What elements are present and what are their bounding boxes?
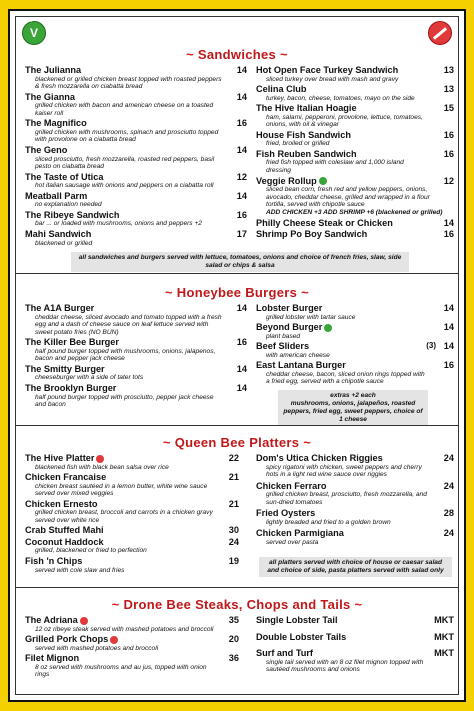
menu-item — [256, 218, 454, 229]
item-description: spicy rigatoni with chicken, sweet peppers and cherry hots in a light red wine sauce over riggies — [266, 463, 422, 479]
item-description: sliced prosciutto, fresh mozzarella, roasted red peppers, basil pesto on ciabatta bread — [35, 155, 215, 171]
item-name: The Julianna — [25, 65, 82, 75]
item-name: The Killer Bee Burger — [25, 337, 119, 348]
menu-item — [25, 653, 239, 679]
menu-item — [256, 360, 454, 386]
menu-item — [25, 337, 247, 363]
item-description: served with mashed potatoes and broccoli — [35, 644, 159, 652]
menu-item — [256, 103, 454, 129]
section-title-platters: ~ Queen Bee Platters ~ — [162, 435, 312, 450]
item-price: 14 — [236, 363, 247, 374]
item-name: Fried Oysters — [256, 508, 316, 519]
item-price: MKT — [434, 615, 454, 625]
menu-item — [25, 499, 239, 525]
item-price: 30 — [228, 525, 239, 536]
vegetarian-icon — [319, 177, 327, 185]
menu-item — [256, 176, 454, 217]
section-title-burgers: ~ Honeybee Burgers ~ — [164, 285, 309, 300]
item-description: blackened or grilled chicken breast topped with roasted peppers & fresh mozzarella on ciabatta bread — [35, 75, 222, 91]
item-price: 21 — [228, 498, 239, 509]
item-name: Coconut Haddock — [25, 536, 104, 547]
item-price: 16 — [443, 360, 454, 371]
item-price: 16 — [443, 129, 454, 140]
item-price: 19 — [228, 556, 239, 567]
menu-item — [256, 481, 454, 507]
menu-item — [25, 453, 239, 471]
item-description: hot italian sausage with onions and peppers on a ciabatta roll — [35, 182, 214, 190]
item-description: bar ... or loaded with mushrooms, onions and peppers +2 — [35, 220, 202, 228]
item-name: Chicken Ernesto — [25, 498, 98, 509]
item-name: House Fish Sandwich — [256, 129, 351, 140]
item-name: The Taste of Utica — [25, 171, 104, 182]
item-price: 14 — [236, 303, 247, 313]
item-price: 13 — [443, 65, 454, 75]
menu-item — [25, 172, 247, 190]
menu-item — [25, 364, 247, 382]
menu-item — [256, 508, 454, 526]
item-name: Fish Reuben Sandwich — [256, 148, 357, 159]
menu-item — [25, 229, 247, 247]
menu-item — [256, 84, 454, 102]
item-name: Chicken Francaise — [25, 472, 107, 483]
vegetarian-icon — [324, 324, 332, 332]
gluten-free-icon — [96, 455, 104, 463]
gluten-free-icon — [110, 636, 118, 644]
item-description: served with cole slaw and fries — [35, 566, 125, 574]
item-name: The Brooklyn Burger — [25, 383, 117, 394]
item-description: served over pasta — [266, 538, 319, 546]
item-description: grilled chicken breast, broccoli and carrots in a chicken gravy served over white rice — [35, 509, 213, 524]
item-price: 36 — [228, 653, 239, 664]
item-name: The Adriana — [25, 615, 239, 626]
menu-inner-frame — [15, 16, 459, 695]
item-price: 13 — [443, 84, 454, 95]
item-price: 14 — [236, 65, 247, 75]
menu-item — [25, 118, 247, 144]
item-name: Beyond Burger — [256, 322, 454, 333]
item-price: 24 — [443, 480, 454, 491]
menu-item — [256, 615, 454, 626]
item-price: 14 — [236, 145, 247, 156]
item-name: Chicken Ferraro — [256, 480, 327, 491]
item-name: Celina Club — [256, 84, 307, 95]
item-price: 16 — [236, 337, 247, 348]
item-name: East Lantana Burger — [256, 360, 346, 371]
item-name: Beef Sliders — [256, 341, 310, 352]
menu-item — [256, 322, 454, 340]
menu-item — [256, 130, 454, 148]
platters-note: all platters served with choice of house or caesar salad and choice of side, pasta platters served with salad only — [259, 557, 452, 577]
item-name: Chicken Parmigiana — [256, 528, 344, 539]
section-title-sandwiches: ~ Sandwiches ~ — [186, 47, 288, 62]
item-price: 20 — [228, 634, 239, 645]
item-price: 14 — [443, 303, 454, 313]
item-description: cheddar cheese, sliced avocado and tomato topped with a fresh egg and a dash of cheese sauce on leaf lettuce served with sweet potato fries (NO BUN) — [35, 313, 222, 336]
item-price: 21 — [228, 472, 239, 483]
item-name: The Smitty Burger — [25, 363, 105, 374]
menu-item — [256, 632, 454, 643]
item-price: 14 — [443, 341, 454, 352]
item-price: 16 — [443, 229, 454, 240]
item-price: 12 — [236, 171, 247, 182]
item-description: half pound burger topped with prosciutto, pepper jack cheese and bacon — [35, 393, 214, 409]
sandwiches-note: all sandwiches and burgers served with lettuce, tomatoes, onions and choice of french fries, slaw, side salad or chips & salsa — [71, 252, 409, 272]
item-price: 14 — [443, 217, 454, 228]
item-description: lightly breaded and fried to a golden brown — [266, 518, 391, 526]
item-price: 17 — [236, 229, 247, 240]
menu-item — [256, 528, 454, 546]
menu-item — [256, 453, 454, 479]
item-description: blackened or grilled — [35, 239, 93, 247]
item-description: cheddar cheese, bacon, sliced onion rings topped with a fried egg, served with a chipotle sauce — [266, 370, 425, 386]
item-price: 14 — [236, 91, 247, 102]
item-description: grilled chicken with mushrooms, spinach and prosciutto topped with provolone on a ciabatta bread — [35, 128, 219, 144]
item-price: 16 — [236, 118, 247, 129]
item-description: fried, broiled or grilled — [266, 140, 330, 148]
item-description: 12 oz ribeye steak served with mashed potatoes and broccoli — [35, 625, 214, 633]
item-price: 14 — [443, 322, 454, 333]
item-description: single tail served with an 8 oz filet mignon topped with sautéed mushrooms and onions — [266, 658, 424, 674]
menu-item — [256, 303, 454, 321]
steaks-right-column — [256, 615, 454, 680]
item-description: grilled chicken with bacon and american cheese on a toasted kaiser roll — [35, 102, 214, 117]
sandwiches-left-column — [25, 65, 247, 248]
item-price: 24 — [443, 528, 454, 539]
menu-item — [256, 149, 454, 175]
item-description: fried fish topped with coleslaw and 1,000 island dressing — [266, 159, 404, 175]
platters-right-column — [256, 453, 454, 549]
item-quantity: (3) — [426, 341, 436, 351]
menu-item — [25, 556, 239, 574]
menu-item — [25, 472, 239, 498]
item-description: blackened fish with black bean salsa over rice — [35, 463, 169, 471]
item-name: Grilled Pork Chops — [25, 634, 239, 645]
item-name: Lobster Burger — [256, 303, 323, 313]
item-price: MKT — [434, 631, 454, 642]
menu-item — [25, 634, 239, 652]
item-name: Fish 'n Chips — [25, 556, 83, 567]
item-name: The Hive Italian Hoagie — [256, 103, 357, 114]
item-description: plant based — [266, 332, 301, 340]
divider — [16, 273, 458, 274]
item-price: 14 — [236, 383, 247, 394]
burgers-extras-box: extras +2 each mushrooms, onions, jalapeños, roasted peppers, fried egg, sweet peppers, choice of 1 cheese — [278, 390, 428, 426]
item-name: Mahi Sandwich — [25, 229, 92, 240]
menu-item — [256, 341, 454, 359]
item-price: 15 — [443, 103, 454, 114]
menu-item — [256, 229, 454, 240]
menu-item — [25, 537, 239, 555]
menu-page — [8, 9, 466, 702]
menu-item — [256, 648, 454, 674]
item-price: 35 — [228, 615, 239, 625]
item-description: no explanation needed — [35, 201, 102, 209]
item-name: The Gianna — [25, 91, 76, 102]
item-description: 8 oz served with mushrooms and au jus, topped with onion rings — [35, 663, 207, 679]
item-name: Dom's Utica Chicken Riggies — [256, 453, 383, 463]
item-name: Single Lobster Tail — [256, 615, 338, 625]
item-price: 24 — [443, 453, 454, 463]
vegetarian-badge-icon: Vegetarian V — [22, 21, 46, 45]
item-name: Crab Stuffed Mahi — [25, 525, 104, 536]
gluten-free-badge-icon — [428, 21, 452, 45]
item-description: grilled, blackened or fried to perfection — [35, 547, 147, 555]
item-description: grilled chicken breast, prosciutto, fresh mozzarella, and sun-dried tomatoes — [266, 491, 427, 506]
item-description: ham, salami, pepperoni, provolone, lettuce, tomatoes, onions, with oil & vinegar — [266, 113, 423, 129]
menu-item — [25, 65, 247, 91]
menu-item — [25, 303, 247, 336]
menu-item — [25, 92, 247, 118]
item-name: Veggie Rollup — [256, 176, 454, 187]
item-price: MKT — [434, 648, 454, 658]
item-name: Hot Open Face Turkey Sandwich — [256, 65, 399, 75]
item-name: The Hive Platter — [25, 453, 239, 464]
item-description: chicken breast sautéed in a lemon butter, white wine sauce served over mixed veggies — [35, 482, 208, 498]
item-price: 22 — [228, 453, 239, 463]
item-name: Meatball Parm — [25, 190, 88, 201]
menu-item — [25, 145, 247, 171]
menu-item — [25, 525, 239, 536]
item-description: grilled lobster with tartar sauce — [266, 313, 356, 321]
item-description: sliced bean corn, fresh red and yellow peppers, onions, avocado, cheddar cheese, grilled and wrapped in a flour tortilla, served with chipotle sauce — [266, 186, 430, 209]
item-description: turkey, bacon, cheese, tomatoes, mayo on the side — [266, 94, 415, 102]
item-name: Surf and Turf — [256, 648, 313, 658]
item-price: 28 — [443, 508, 454, 519]
item-price: 12 — [443, 175, 454, 186]
menu-item — [25, 191, 247, 209]
sandwiches-right-column — [256, 65, 454, 241]
item-name: The Ribeye Sandwich — [25, 209, 120, 220]
item-description: cheeseburger with a side of tater tots — [35, 374, 144, 382]
section-title-steaks: ~ Drone Bee Steaks, Chops and Tails ~ — [111, 597, 363, 612]
item-name: Double Lobster Tails — [256, 631, 347, 642]
item-description: with american cheese — [266, 351, 330, 359]
item-addons: ADD CHICKEN +3 ADD SHRIMP +6 (blackened or grilled) — [266, 208, 443, 216]
gluten-free-icon — [80, 617, 88, 625]
steaks-left-column — [25, 615, 239, 680]
item-name: The Geno — [25, 145, 68, 156]
item-name: Philly Cheese Steak or Chicken — [256, 217, 393, 228]
divider — [16, 587, 458, 588]
platters-left-column — [25, 453, 239, 575]
divider — [16, 425, 458, 426]
item-description: sliced turkey over bread with mash and gravy — [266, 75, 399, 83]
item-price: 24 — [228, 536, 239, 547]
item-name: The Magnifico — [25, 118, 87, 129]
item-price: 16 — [443, 148, 454, 159]
item-description: half pound burger topped with mushrooms, onions, jalapenos, bacon and pepper jack cheese — [35, 347, 216, 363]
menu-item — [25, 383, 247, 409]
burgers-right-column — [256, 303, 454, 387]
item-price: 16 — [236, 209, 247, 220]
item-name: Filet Mignon — [25, 653, 80, 664]
menu-item — [25, 210, 247, 228]
item-name: The A1A Burger — [25, 303, 95, 313]
menu-item — [256, 65, 454, 83]
item-price: 14 — [236, 190, 247, 201]
burgers-left-column — [25, 303, 247, 410]
item-name: Shrimp Po Boy Sandwich — [256, 229, 368, 240]
menu-item — [25, 615, 239, 633]
